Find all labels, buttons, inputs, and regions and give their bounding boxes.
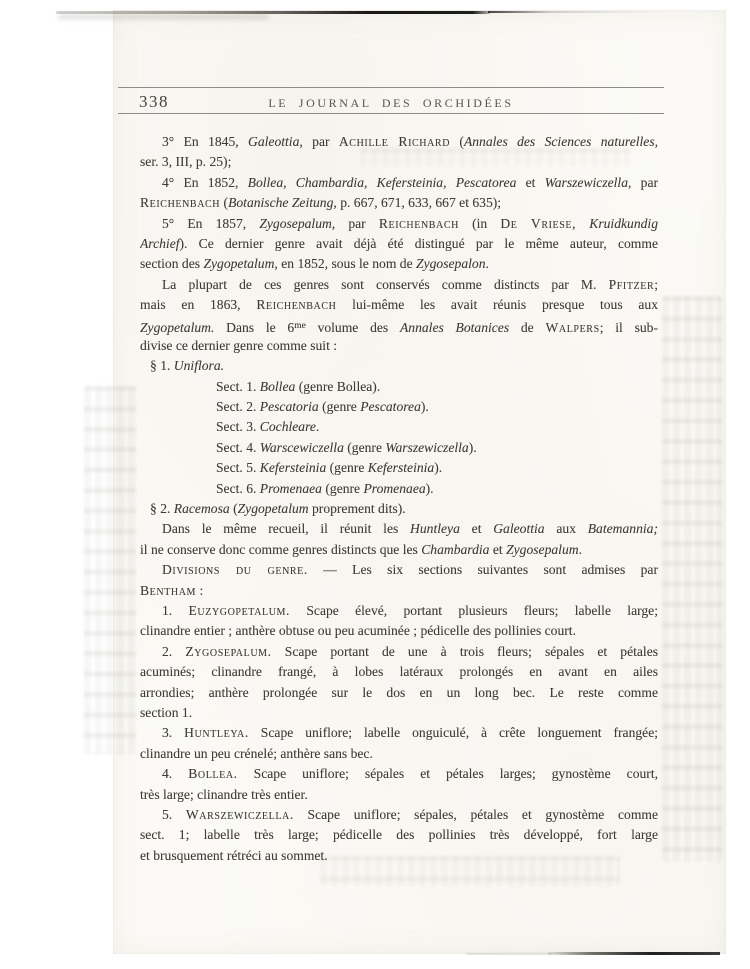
- text-segment: 5.: [162, 806, 186, 822]
- text-segment: Racemosa: [173, 501, 230, 517]
- text-segment: Divisions du genre.: [162, 562, 308, 578]
- bleed-through-left-margin: [84, 386, 136, 754]
- text-segment: 2.: [162, 643, 186, 659]
- text-segment: acuminés; clinandre frangé, à lobes latéraux prolongés en avant en ailes: [140, 664, 658, 680]
- text-line: [140, 275, 658, 295]
- text-segment: :: [196, 582, 204, 598]
- text-segment: De Vriese,: [500, 215, 577, 231]
- text-segment: section 1.: [140, 704, 193, 720]
- text-segment: .: [315, 419, 320, 435]
- text-segment: 4° En 1852,: [162, 174, 248, 190]
- text-line: [140, 642, 658, 662]
- text-segment: (genre: [343, 439, 386, 455]
- text-segment: (genre: [326, 460, 368, 476]
- text-segment: Bollea.: [188, 766, 238, 782]
- text-segment: .: [578, 541, 582, 557]
- text-line: [140, 581, 658, 601]
- text-segment: Sect. 3.: [216, 419, 260, 435]
- text-segment: Kruidkundig: [589, 215, 658, 231]
- text-line: [140, 397, 658, 417]
- text-segment: Kefersteinia: [367, 460, 435, 476]
- text-segment: Warszewiczella: [385, 439, 469, 455]
- text-segment: Pescatoria: [259, 399, 319, 415]
- header-rule-top: [118, 87, 664, 88]
- text-line: [140, 560, 658, 580]
- text-line: [140, 458, 658, 478]
- text-line: [140, 152, 658, 172]
- text-line: [140, 805, 658, 825]
- text-line: [140, 254, 658, 274]
- text-segment: lui-même les avait réunis presque tous aux: [336, 297, 658, 313]
- text-line: [140, 377, 658, 397]
- body-text: [140, 132, 658, 866]
- text-segment: (genre Bollea).: [295, 378, 381, 394]
- text-line: [140, 825, 658, 845]
- text-segment: (genre: [321, 480, 364, 496]
- text-segment: Zygosepalum.: [185, 643, 272, 659]
- text-segment: Sect. 4.: [216, 439, 260, 455]
- text-line: [140, 438, 658, 458]
- text-line: [140, 479, 658, 499]
- text-segment: ;: [654, 276, 658, 292]
- text-line: [140, 234, 658, 254]
- text-segment: proprement dits).: [308, 501, 406, 517]
- text-line: [140, 214, 658, 234]
- text-segment: Reichenbach: [256, 297, 337, 313]
- text-segment: Warscewiczella: [259, 439, 344, 455]
- text-segment: § 1.: [150, 358, 174, 374]
- text-segment: Galeottia: [493, 521, 545, 537]
- text-line: [140, 295, 658, 315]
- header-rule-bottom: [118, 113, 664, 114]
- text-segment: Zygopetalum: [237, 501, 309, 517]
- text-segment: aux: [544, 521, 588, 537]
- text-segment: et: [516, 174, 545, 190]
- text-segment: La plupart de ces genres sont conservés comme distincts par M.: [162, 276, 609, 292]
- text-segment: Kefersteinia: [259, 460, 327, 476]
- text-segment: Zygosepalum: [506, 541, 579, 557]
- text-line: [140, 540, 658, 560]
- text-segment: Cochleare: [259, 419, 316, 435]
- text-line: [140, 744, 658, 764]
- text-segment: — Les six sections suivantes sont admises par: [307, 562, 658, 578]
- text-segment: Warszewiczella.: [185, 806, 294, 822]
- text-segment: Galeottia: [248, 134, 300, 149]
- text-segment: ).: [434, 460, 443, 476]
- text-segment: Reichenbach: [140, 195, 221, 211]
- text-line: [140, 621, 658, 641]
- text-segment: Pescatorea: [360, 399, 421, 415]
- text-segment: Annales des Sciences naturelles,: [463, 134, 658, 149]
- text-line: [140, 723, 658, 743]
- text-segment: ).: [468, 439, 477, 455]
- text-segment: (: [450, 134, 464, 149]
- text-line: [140, 316, 658, 336]
- text-segment: en 1852, sous le nom de: [277, 256, 417, 272]
- text-segment: section des: [140, 256, 204, 272]
- text-segment: Dans le 6: [214, 319, 295, 335]
- text-segment: me: [294, 320, 306, 331]
- text-segment: très large; clinandre très entier.: [140, 786, 308, 802]
- journal-title: LE JOURNAL DES ORCHIDÉES: [268, 96, 514, 110]
- text-segment: (: [229, 501, 238, 517]
- text-segment: Scape uniflore; sépales et pétales larges; gynostème court,: [237, 766, 658, 782]
- text-segment: Scape portant de une à trois fleurs; sépales et pétales: [271, 643, 658, 659]
- text-line: [140, 356, 658, 376]
- text-segment: arrondies; anthère prolongée sur le dos en un long bec. Le reste comme: [140, 684, 658, 700]
- text-segment: par: [631, 174, 658, 190]
- text-line: [140, 764, 658, 784]
- scan-streak-bottom-tail: [466, 953, 552, 955]
- text-segment: Promenaea: [259, 480, 322, 496]
- text-line: [140, 499, 658, 519]
- text-line: [140, 785, 658, 805]
- text-line: [140, 519, 658, 539]
- page-number: 338: [139, 92, 169, 111]
- text-segment: et: [459, 521, 494, 537]
- text-segment: Sect. 5.: [216, 460, 260, 476]
- text-segment: volume des: [305, 319, 400, 335]
- text-segment: Euzygopetalum.: [188, 602, 291, 618]
- scan-smudge-top: [58, 14, 268, 20]
- text-segment: Bentham: [140, 582, 197, 598]
- text-segment: Scape uniflore; sépales, pétales et gynostème comme: [293, 806, 658, 822]
- text-segment: Chambardia: [421, 541, 490, 557]
- text-segment: Promenaea: [363, 480, 426, 496]
- text-segment: [576, 216, 589, 231]
- text-segment: ser. 3, III, p. 25);: [140, 154, 232, 170]
- scan-streak-top-tail: [488, 11, 664, 13]
- text-segment: Scape élevé, portant plusieurs fleurs; labelle large;: [290, 602, 658, 618]
- text-segment: , par: [299, 134, 339, 149]
- text-segment: Reichenbach: [378, 215, 459, 231]
- text-segment: Warszewiczella,: [544, 174, 632, 190]
- text-segment: Zygopetalum,: [203, 256, 278, 272]
- text-line: [140, 683, 658, 703]
- text-segment: Sect. 1.: [216, 378, 260, 394]
- text-segment: (: [220, 195, 229, 211]
- text-segment: Sect. 2.: [216, 399, 260, 415]
- text-segment: (in: [458, 215, 501, 231]
- text-segment: et: [489, 541, 507, 557]
- text-line: [140, 601, 658, 621]
- text-segment: de: [509, 319, 546, 335]
- text-segment: 5° En 1857,: [162, 215, 260, 231]
- text-segment: 3.: [162, 725, 185, 741]
- text-segment: par: [335, 215, 379, 231]
- text-segment: Sect. 6.: [216, 480, 260, 496]
- text-segment: Bollea, Chambardia, Kefersteinia, Pescatorea: [247, 174, 517, 190]
- text-segment: il ne conserve donc comme genres distincts que les: [140, 541, 422, 557]
- text-segment: sect. 1; labelle très large; pédicelle des pollinies très développé, fort large: [140, 827, 658, 843]
- text-segment: clinandre entier ; anthère obtuse ou peu acuminée ; pédicelle des pollinies court.: [140, 623, 576, 639]
- text-segment: ; il sub-: [599, 319, 658, 335]
- text-line: [140, 417, 658, 437]
- text-segment: .: [485, 256, 489, 272]
- text-line: [140, 336, 658, 356]
- text-segment: ).: [425, 480, 434, 496]
- text-segment: 3° En 1845,: [162, 134, 249, 149]
- text-segment: Botanische Zeitung,: [228, 195, 337, 211]
- text-segment: clinandre un peu crénelé; anthère sans bec.: [140, 745, 373, 761]
- text-segment: p. 667, 671, 633, 667 et 635);: [336, 195, 502, 211]
- text-segment: 4.: [162, 766, 189, 782]
- text-line: [140, 662, 658, 682]
- text-segment: Zygosepalum,: [259, 215, 336, 231]
- text-segment: Zygopetalum.: [140, 319, 215, 335]
- text-segment: et brusquement rétréci au sommet.: [140, 847, 328, 863]
- text-line: [140, 132, 658, 152]
- text-segment: Dans le même recueil, il réunit les: [162, 521, 411, 537]
- text-segment: Huntleya: [410, 521, 460, 537]
- text-segment: Achille Richard: [338, 134, 451, 149]
- text-segment: Bollea: [259, 378, 296, 394]
- text-segment: Uniflora.: [173, 358, 225, 374]
- text-segment: mais en 1863,: [140, 297, 257, 313]
- text-segment: Annales Botanices: [399, 319, 510, 335]
- text-segment: § 2.: [150, 501, 174, 517]
- text-segment: divise ce dernier genre comme suit :: [140, 337, 338, 353]
- text-segment: Batemannia;: [587, 521, 658, 537]
- text-line: [140, 846, 658, 866]
- text-segment: ).: [420, 399, 429, 415]
- text-segment: Archief: [140, 235, 180, 251]
- scan-streak-bottom: [548, 952, 720, 955]
- text-segment: Scape uniflore; labelle onguiculé, à crête longuement frangée;: [248, 725, 658, 741]
- bleed-through-right-margin: [662, 296, 722, 862]
- text-segment: ). Ce dernier genre avait déjà été distingué par le même auteur, comme: [179, 235, 658, 251]
- text-line: [140, 193, 658, 213]
- text-segment: (genre: [318, 399, 361, 415]
- text-line: [140, 703, 658, 723]
- text-line: [140, 173, 658, 193]
- text-segment: 1.: [162, 602, 189, 618]
- text-segment: Huntleya.: [184, 725, 249, 741]
- text-segment: Walpers: [545, 319, 600, 335]
- text-segment: Zygosepalon: [416, 256, 486, 272]
- text-segment: Pfitzer: [608, 276, 655, 292]
